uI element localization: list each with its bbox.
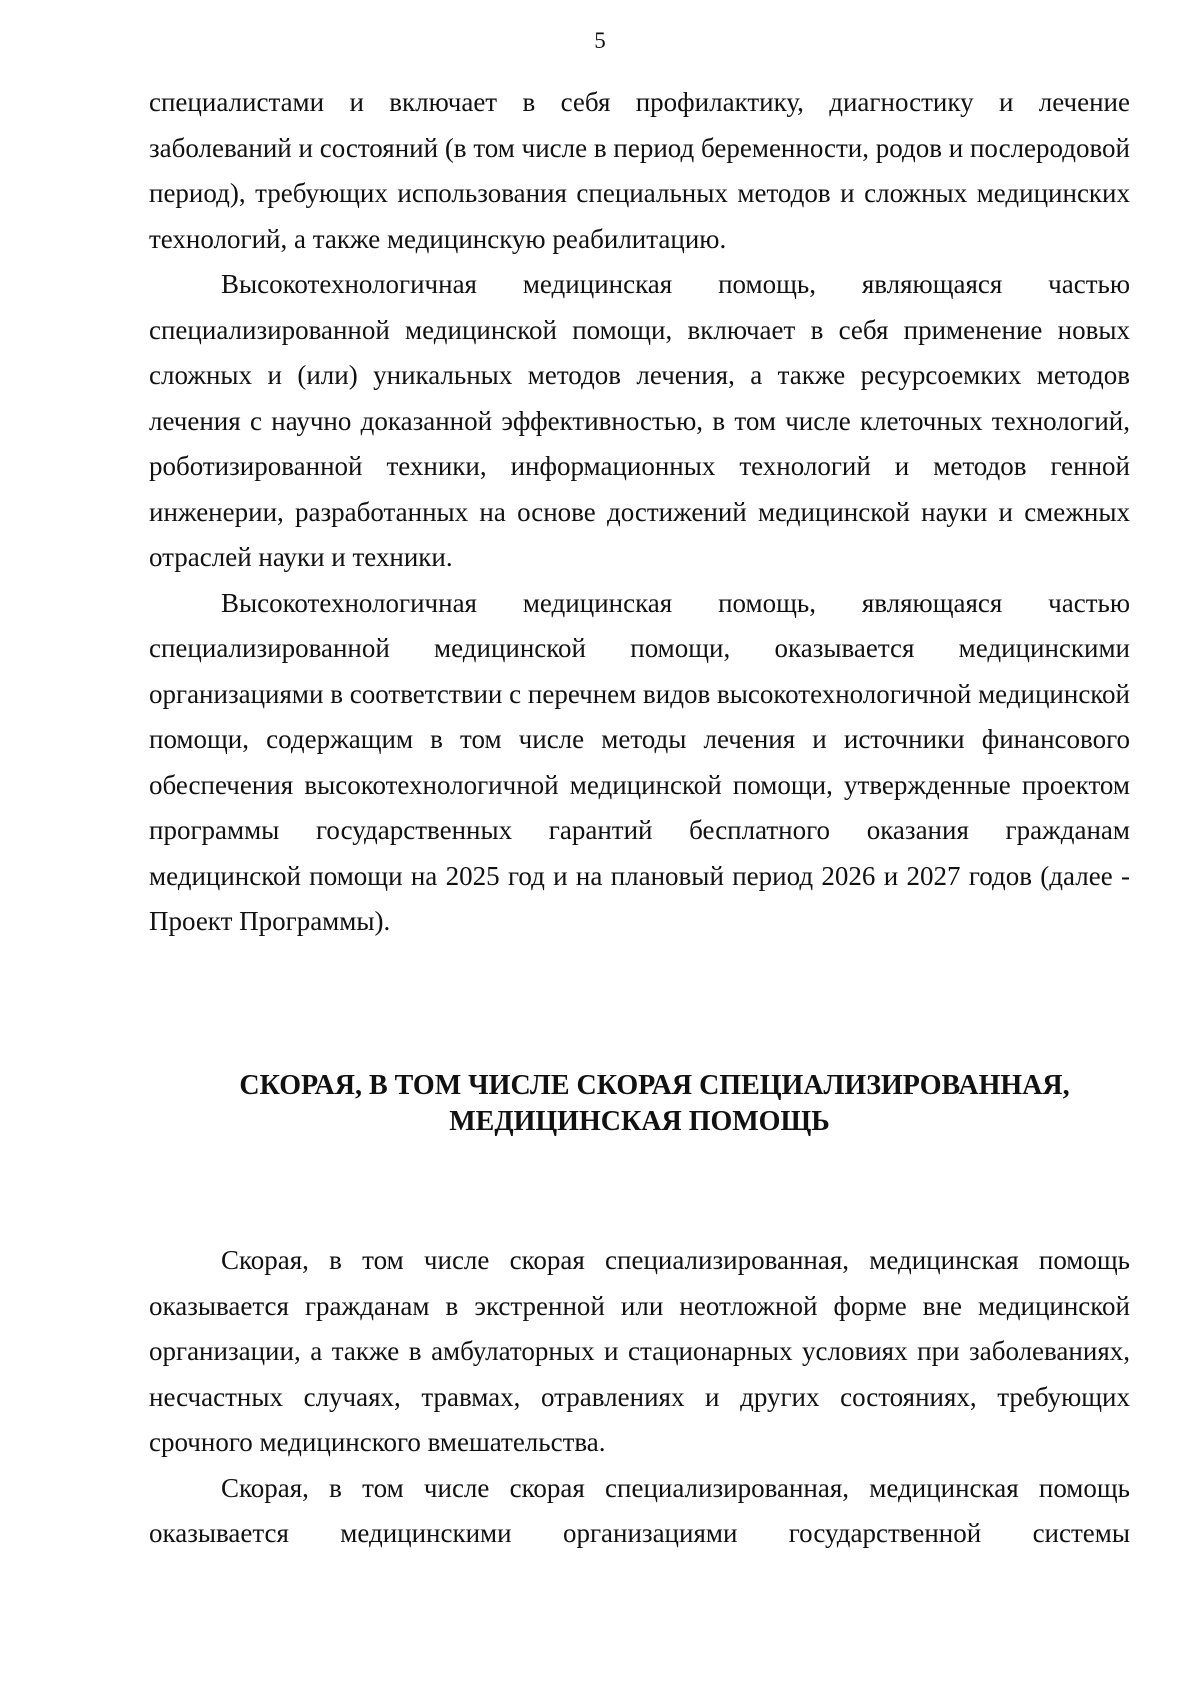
section-heading (149, 1068, 1130, 1140)
body-text-bottom (149, 1238, 1130, 1557)
paragraph-continuation: специалистами и включает в себя профилактику, диагностику и лечение заболеваний и состояний (в том числе в период беременности, родов и послеродовой период), требующих использования специальных методов и сложных медицинских технологий, а также медицинскую реабилитацию. (149, 87, 1130, 254)
paragraph-emergency-providers: Скорая, в том числе скорая специализированная, медицинская помощь оказывается медицинскими организациями государственной системы (149, 1472, 1130, 1548)
section-heading-line-1: СКОРАЯ, В ТОМ ЧИСЛЕ СКОРАЯ СПЕЦИАЛИЗИРОВАННАЯ, (239, 1070, 1070, 1101)
paragraph-high-tech-definition: Высокотехнологичная медицинская помощь, являющаяся частью специализированной медицинской помощи, включает в себя применение новых сложных и (или) уникальных методов лечения, а также ресурсоемких методов лечения с научно доказанной эффективностью, в том числе клеточных технологий, роботизированной техники, информационных технологий и методов генной инженерии, разработанных на основе достижений медицинской науки и смежных отраслей науки и техники. (149, 269, 1130, 572)
paragraph-emergency-definition: Скорая, в том числе скорая специализированная, медицинская помощь оказывается гражданам в экстренной или неотложной форме вне медицинской организации, а также в амбулаторных и стационарных условиях при заболеваниях, несчастных случаях, травмах, отравлениях и других состояниях, требующих срочного медицинского вмешательства. (149, 1245, 1130, 1457)
body-text-top (149, 80, 1130, 945)
paragraph-high-tech-provision: Высокотехнологичная медицинская помощь, являющаяся частью специализированной медицинской помощи, оказывается медицинскими организациями в соответствии с перечнем видов высокотехнологичной медицинской помощи, содержащим в том числе методы лечения и источники финансового обеспечения высокотехнологичной медицинской помощи, утвержденные проектом программы государственных гарантий бесплатного оказания гражданам медицинской помощи на 2025 год и на плановый период 2026 и 2027 годов (далее - Проект Программы). (149, 587, 1130, 936)
page-number: 5 (594, 28, 606, 53)
section-heading-line-2: МЕДИЦИНСКАЯ ПОМОЩЬ (449, 1106, 830, 1137)
